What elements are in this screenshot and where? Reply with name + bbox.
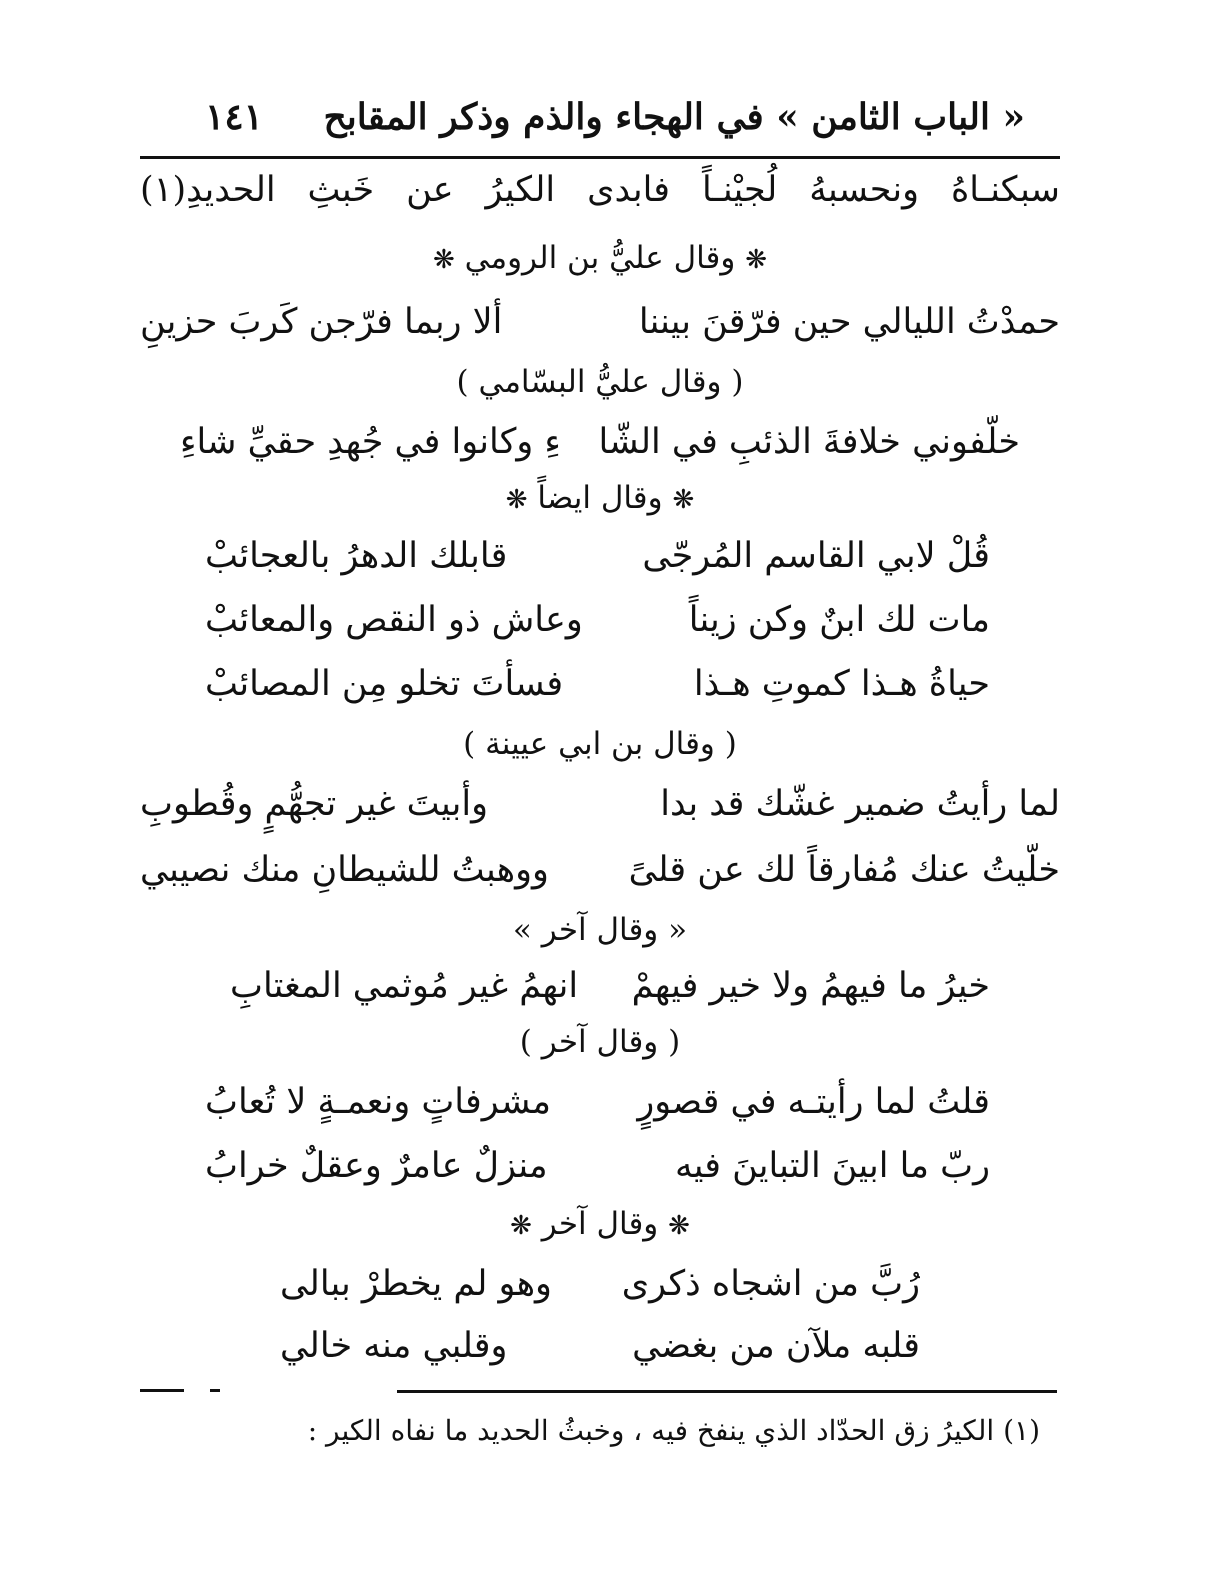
flourish-icon: ❋: [432, 245, 455, 275]
footnote-dash: [210, 1389, 220, 1392]
verse: [180, 422, 1020, 462]
hemistich-second: فسأتَ تخلو مِن المصائبْ: [205, 664, 564, 704]
hemistich-first: لما رأيتُ ضمير غشّك قد بدا: [660, 784, 1060, 824]
hemistich-first: ربّ ما ابينَ التباينَ فيه: [674, 1146, 990, 1186]
page-number: ١٤١: [205, 96, 264, 138]
hemistich-second: قابلك الدهرُ بالعجائبْ: [205, 536, 508, 576]
hemistich-second: مشرفاتٍ ونعمـةٍ لا تُعابُ: [205, 1082, 551, 1122]
section-heading: ❋ وقال آخر ❋: [510, 1206, 690, 1242]
hemistich-first: خلّفوني خلافةَ الذئبِ في الشّا: [598, 422, 1020, 462]
hemistich-first: خلّيتُ عنك مُفارقاً لك عن قلىً: [628, 850, 1060, 890]
hemistich-first: مات لك ابنٌ وكن زيناً: [688, 600, 990, 640]
section-heading: ❋ وقال ايضاً ❋: [505, 480, 695, 516]
verse: [140, 302, 1060, 342]
hemistich-first: خيرُ ما فيهمُ ولا خير فيهمْ: [631, 966, 990, 1006]
section-heading: ( وقال بن ابي عيينة ): [463, 726, 737, 762]
verse: [140, 850, 1060, 890]
footnote: (١) الكيرُ زق الحدّاد الذي ينفخ فيه ، وخبثُ الحديد ما نفاه الكير :: [307, 1414, 1040, 1447]
hemistich-first: حمدْتُ الليالي حين فرّقنَ بيننا: [638, 302, 1060, 342]
flourish-icon: ❋: [668, 1211, 690, 1241]
flourish-icon: ❋: [745, 245, 768, 275]
hemistich-second: ألا ربما فرّجن كَربَ حزينِ: [140, 302, 503, 342]
verse: [280, 1264, 920, 1304]
section-heading: ( وقال آخر ): [519, 1024, 681, 1060]
hemistich-second: وقلبي منه خالي: [280, 1326, 508, 1366]
verse: [205, 600, 990, 640]
section-heading: « وقال آخر »: [512, 912, 688, 948]
page-header: [205, 88, 1025, 146]
hemistich-first: قلبه ملآن من بغضي: [632, 1326, 920, 1366]
hemistich-first: قلتُ لما رأيتـه في قصورٍ: [637, 1082, 990, 1122]
hemistich-second: ءِ وكانوا في جُهدِ حقيِّ شاءِ: [180, 422, 561, 462]
header-rule: [140, 156, 1060, 159]
flourish-icon: ❋: [510, 1211, 532, 1241]
hemistich-second: منزلٌ عامرٌ وعقلٌ خرابُ: [205, 1146, 548, 1186]
section-heading: ( وقال عليُّ البسّامي ): [456, 364, 744, 400]
hemistich-second: وهو لم يخطرْ ببالى: [280, 1264, 552, 1304]
flourish-icon: ❋: [672, 485, 695, 515]
verse: [230, 966, 990, 1006]
hemistich-first: حياةُ هـذا كموتِ هـذا: [693, 664, 990, 704]
verse: [280, 1326, 920, 1366]
verse: [205, 1146, 990, 1186]
prose-line: سبكنـاهُ ونحسبهُ لُجيْنـاً فابدى الكيرُ عن خَبثِ الحديدِ(١): [140, 170, 1060, 210]
hemistich-second: وعاش ذو النقص والمعائبْ: [205, 600, 583, 640]
verse: [205, 536, 990, 576]
hemistich-second: وأبيتَ غير تجهُّمٍ وقُطوبِ: [140, 784, 488, 824]
hemistich-second: انهمُ غير مُوثمي المغتابِ: [230, 966, 579, 1006]
verse: [205, 664, 990, 704]
hemistich-first: رُبَّ من اشجاه ذكرى: [621, 1264, 920, 1304]
footnote-dash: [140, 1389, 184, 1392]
hemistich-first: قُلْ لابي القاسم المُرجّى: [642, 536, 990, 576]
chapter-title: « الباب الثامن » في الهجاء والذم وذكر المقابح: [323, 96, 1025, 138]
flourish-icon: ❋: [505, 485, 528, 515]
hemistich-second: ووهبتُ للشيطانِ منك نصيبي: [140, 850, 549, 890]
verse: [140, 784, 1060, 824]
section-heading: ❋ وقال عليُّ بن الرومي ❋: [432, 240, 768, 276]
verse: [205, 1082, 990, 1122]
footnote-rule: [397, 1390, 1057, 1393]
